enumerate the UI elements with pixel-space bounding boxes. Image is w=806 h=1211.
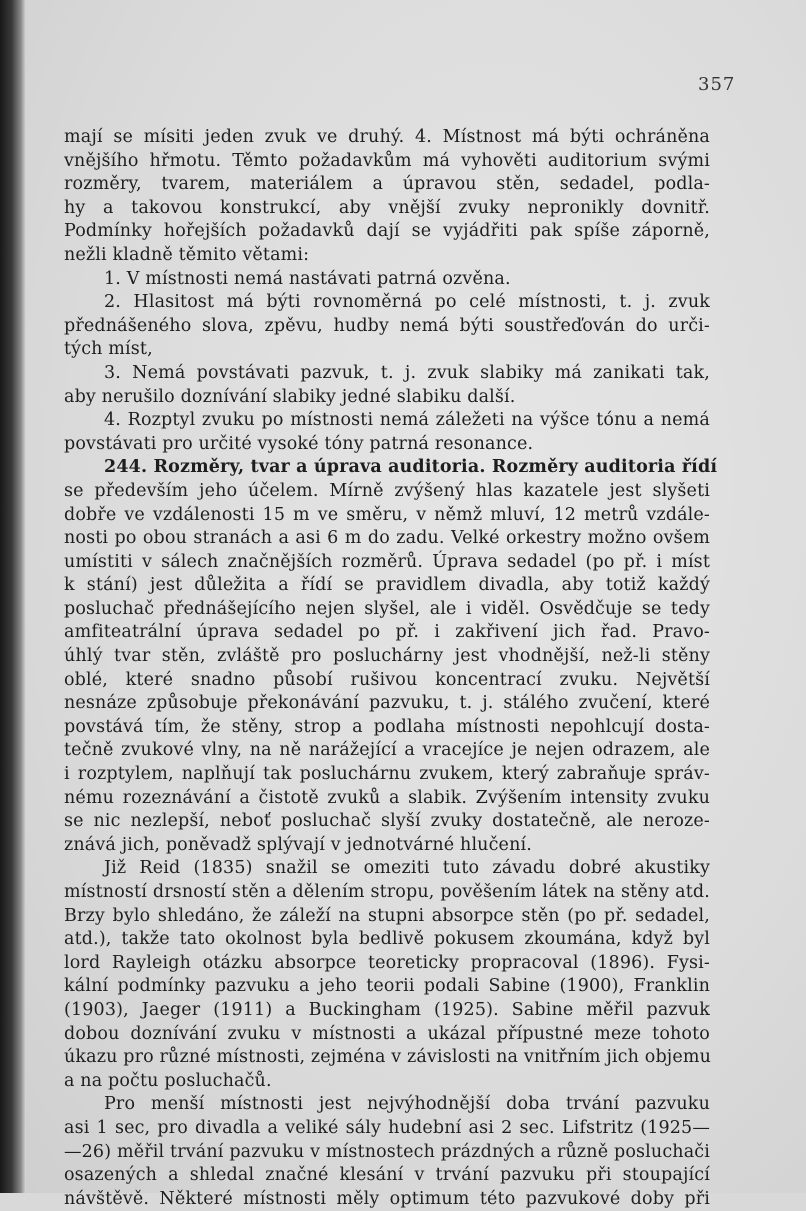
text-line: úkazu pro různé místnosti, zejména v závislosti na vnitřním jich objemu: [64, 1047, 712, 1068]
text-line: posluchač přednášejícího nejen slyšel, ale i viděl. Osvědčuje se tedy: [64, 598, 710, 619]
text-line: Brzy bylo shledáno, že záleží na stupni absorpce stěn (po př. sedadel,: [64, 905, 710, 926]
text-line: aby nerušilo doznívání slabiky jedné slabiku další.: [64, 386, 516, 407]
text-line: a na počtu posluchačů.: [64, 1070, 272, 1091]
text-line: se především jeho účelem. Mírně zvýšený hlas kazatele jest slyšeti: [64, 480, 710, 501]
text-line: oblé, které snadno působí rušivou koncentrací zvuku. Největší: [64, 669, 710, 690]
text-line: rozměry, tvarem, materiálem a úpravou stěn, sedadel, podla-: [64, 174, 710, 195]
text-line: asi 1 sec, pro divadla a veliké sály hudební asi 2 sec. Lifstritz (1925—: [64, 1117, 710, 1138]
text-line: osazených a shledal značné klesání v trvání pazvuku při stoupající: [64, 1165, 710, 1186]
text-line: Podmínky hořejších požadavků dají se vyjádřiti pak spíše záporně,: [64, 221, 710, 242]
text-line: nežli kladně těmito větami:: [64, 244, 310, 265]
page-number: 357: [698, 74, 736, 95]
text-line: hy a takovou konstrukcí, aby vnější zvuky nepronikly dovnitř.: [64, 197, 710, 218]
text-line: znává jich, poněvadž splývají v jednotvárné hlučení.: [64, 834, 532, 855]
text-line: lord Rayleigh otázku absorpce teoreticky propracoval (1896). Fysi-: [64, 952, 710, 973]
section-heading-line: 244. Rozměry, tvar a úprava auditoria. Rozměry auditoria řídí: [104, 457, 718, 478]
text-line: tých míst,: [64, 339, 153, 360]
text-line: i rozptylem, naplňují tak posluchárnu zvukem, který zabraňuje správ-: [64, 764, 710, 785]
text-line: Pro menší místnosti jest nejvýhodnější doba trvání pazvuku: [104, 1094, 710, 1115]
text-line: nému rozeznávání a čistotě zvuků a slabik. Zvýšením intensity zvuku: [64, 787, 710, 808]
text-line: amfiteatrální úprava sedadel po př. i zakřivení jich řad. Pravo-: [64, 622, 710, 643]
text-line: místností drsností stěn a dělením stropu, pověšením látek na stěny atd.: [64, 882, 710, 902]
text-line: Již Reid (1835) snažil se omeziti tuto závadu dobré akustiky: [104, 858, 710, 879]
text-line: povstávati pro určité vysoké tóny patrná resonance.: [64, 433, 534, 454]
list-item: 3. Nemá povstávati pazvuk, t. j. zvuk slabiky má zanikati tak,: [104, 362, 710, 383]
text-line: tečně zvukové vlny, na ně narážející a vracejíce je nejen odrazem, ale: [64, 740, 710, 761]
text-line: kální podmínky pazvuku a jeho teorii podali Sabine (1900), Franklin: [64, 976, 710, 997]
text-line: umístiti v sálech značnějších rozměrů. Úprava sedadel (po př. i míst: [64, 551, 710, 572]
text-line: atd.), takže tato okolnost byla bedlivě pokusem zkoumána, když byl: [64, 929, 710, 950]
list-item: 1. V místnosti nemá nastávati patrná ozvěna.: [104, 268, 511, 289]
text-line: povstává tím, že stěny, strop a podlaha místnosti nepohlcují dosta-: [64, 716, 710, 737]
text-line: —26) měřil trvání pazvuku v místnostech prázdných a různě posluchači: [64, 1141, 710, 1162]
text-line: (1903), Jaeger (1911) a Buckingham (1925). Sabine měřil pazvuk: [64, 999, 710, 1020]
text-line: návštěvě. Některé místnosti měly optimum této pazvukové doby při: [64, 1188, 710, 1209]
text-line: přednášeného slova, zpěvu, hudby nemá býti soustřeďován do urči-: [64, 315, 710, 336]
text-line: nosti po obou stranách a asi 6 m do zadu. Velké orkestry možno ovšem: [64, 528, 710, 549]
text-line: se nic nezlepší, neboť posluchač slyší zvuky dostatečně, ale neroze-: [64, 811, 710, 832]
text-line: vnějšího hřmotu. Těmto požadavkům má vyhověti auditorium svými: [64, 150, 710, 171]
body-text: [64, 126, 718, 1211]
list-item: 4. Rozptyl zvuku po místnosti nemá záležeti na výšce tónu a nemá: [104, 410, 710, 431]
list-item: 2. Hlasitost má býti rovnoměrná po celé místnosti, t. j. zvuk: [104, 292, 710, 313]
text-line: k stání) jest důležita a řídí se pravidlem divadla, aby totiž každý: [64, 575, 710, 596]
text-line: dobře ve vzdálenosti 15 m ve směru, v němž mluví, 12 metrů vzdále-: [64, 504, 710, 525]
text-line: nesnáze způsobuje překonávání pazvuku, t. j. stálého zvučení, které: [64, 693, 710, 714]
text-line: mají se mísiti jeden zvuk ve druhý. 4. Místnost má býti ochráněna: [64, 127, 710, 147]
book-binding-shadow: [0, 0, 26, 1193]
text-line: úhlý tvar stěn, zvláště pro posluchárny jest vhodnější, než-li stěny: [64, 646, 710, 667]
text-line: dobou doznívání zvuku v místnosti a ukázal přípustné meze tohoto: [64, 1023, 710, 1044]
